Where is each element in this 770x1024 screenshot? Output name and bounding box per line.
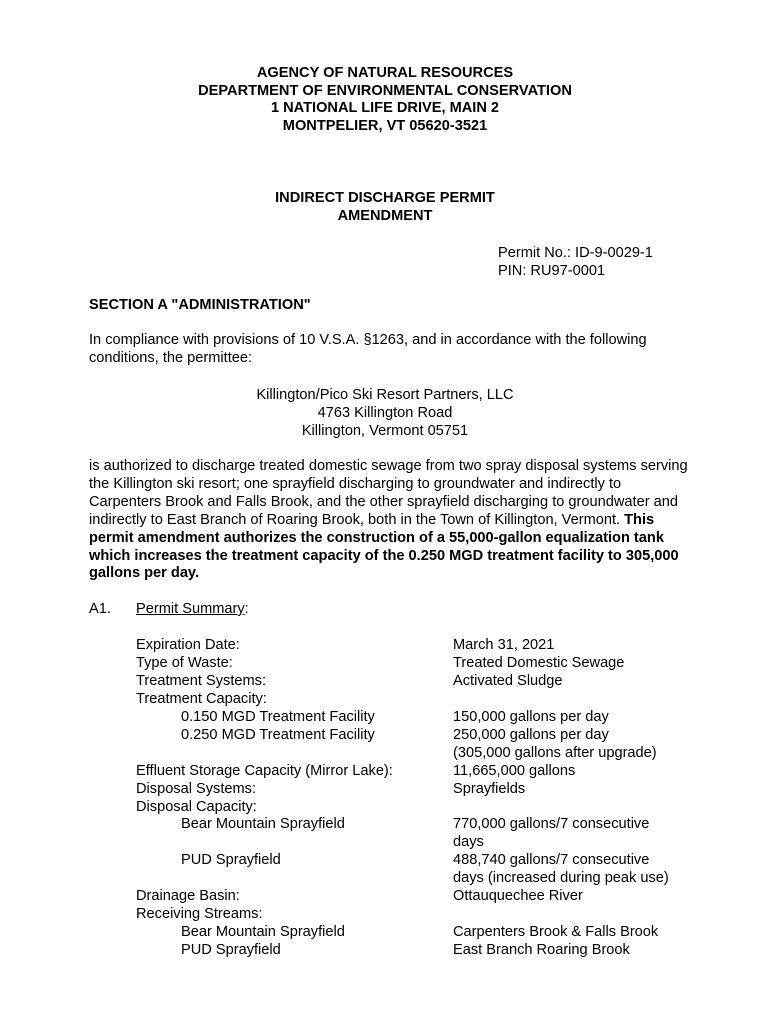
value-treatment-systems: Activated Sludge	[453, 673, 563, 689]
label-treatment-capacity: Treatment Capacity:	[136, 691, 267, 707]
label-bear-mountain-capacity: Bear Mountain Sprayfield	[181, 816, 345, 832]
a1-title-colon: :	[244, 601, 249, 617]
permit-pin: PIN: RU97-0001	[498, 263, 606, 279]
a1-title-text: Permit Summary	[136, 601, 245, 617]
a1-title	[136, 600, 249, 618]
agency-address: 1 NATIONAL LIFE DRIVE, MAIN 2	[270, 100, 500, 116]
value-disposal-systems: Sprayfields	[453, 781, 526, 797]
permit-title: INDIRECT DISCHARGE PERMIT	[275, 190, 495, 206]
label-receiving-streams: Receiving Streams:	[136, 906, 263, 922]
department-name: DEPARTMENT OF ENVIRONMENTAL CONSERVATION	[198, 83, 572, 99]
permittee-city: Killington, Vermont 05751	[301, 423, 469, 439]
amendment-statement: This permit amendment authorizes the construction of a 55,000-gallon equalization tank which increases the treatment capacity of the 0.250 MGD treatment facility to 305,000 gallons per day.	[89, 511, 679, 582]
section-a-heading: SECTION A "ADMINISTRATION"	[89, 297, 311, 313]
value-drainage-basin: Ottauquechee River	[453, 888, 583, 904]
value-type-of-waste: Treated Domestic Sewage	[453, 655, 625, 671]
agency-city: MONTPELIER, VT 05620-3521	[282, 118, 488, 134]
value-bear-mountain-capacity-cont: days	[453, 834, 484, 850]
label-disposal-systems: Disposal Systems:	[136, 781, 257, 797]
a1-number: A1.	[89, 601, 111, 617]
label-drainage-basin: Drainage Basin:	[136, 888, 240, 904]
label-effluent-storage: Effluent Storage Capacity (Mirror Lake):	[136, 763, 393, 779]
value-facility-0250-note: (305,000 gallons after upgrade)	[453, 745, 657, 761]
value-facility-0250: 250,000 gallons per day	[453, 727, 609, 743]
value-pud-capacity: 488,740 gallons/7 consecutive	[453, 852, 650, 868]
authorization-text: is authorized to discharge treated domestic sewage from two spray disposal systems serving the Killington ski resort; one sprayfield discharging to groundwater and indirectly to Carpenters Brook and Falls Brook, and the other sprayfield discharging to groundwater and indirectly to East Branch of Roaring Brook, both in the Town of Killington, Vermont.	[89, 458, 688, 528]
label-treatment-systems: Treatment Systems:	[136, 673, 267, 689]
label-expiration-date: Expiration Date:	[136, 637, 240, 653]
value-expiration-date: March 31, 2021	[453, 637, 555, 653]
agency-name: AGENCY OF NATURAL RESOURCES	[256, 65, 514, 81]
permittee-name: Killington/Pico Ski Resort Partners, LLC	[256, 387, 514, 403]
label-type-of-waste: Type of Waste:	[136, 655, 233, 671]
label-bear-mountain-stream: Bear Mountain Sprayfield	[181, 924, 345, 940]
value-pud-stream: East Branch Roaring Brook	[453, 942, 630, 958]
permit-number: Permit No.: ID-9-0029-1	[498, 245, 653, 261]
value-pud-capacity-cont: days (increased during peak use)	[453, 870, 669, 886]
authorization-paragraph	[89, 458, 691, 583]
value-effluent-storage: 11,665,000 gallons	[453, 763, 576, 779]
value-bear-mountain-capacity: 770,000 gallons/7 consecutive	[453, 816, 650, 832]
label-facility-0150: 0.150 MGD Treatment Facility	[181, 709, 375, 725]
value-facility-0150: 150,000 gallons per day	[453, 709, 609, 725]
compliance-intro: In compliance with provisions of 10 V.S.A. §1263, and in accordance with the following conditions, the permittee:	[89, 332, 647, 366]
label-facility-0250: 0.250 MGD Treatment Facility	[181, 727, 375, 743]
permit-subtitle: AMENDMENT	[337, 208, 433, 224]
value-bear-mountain-stream: Carpenters Brook & Falls Brook	[453, 924, 659, 940]
label-pud-capacity: PUD Sprayfield	[181, 852, 281, 868]
permittee-street: 4763 Killington Road	[317, 405, 453, 421]
label-disposal-capacity: Disposal Capacity:	[136, 799, 257, 815]
label-pud-stream: PUD Sprayfield	[181, 942, 281, 958]
